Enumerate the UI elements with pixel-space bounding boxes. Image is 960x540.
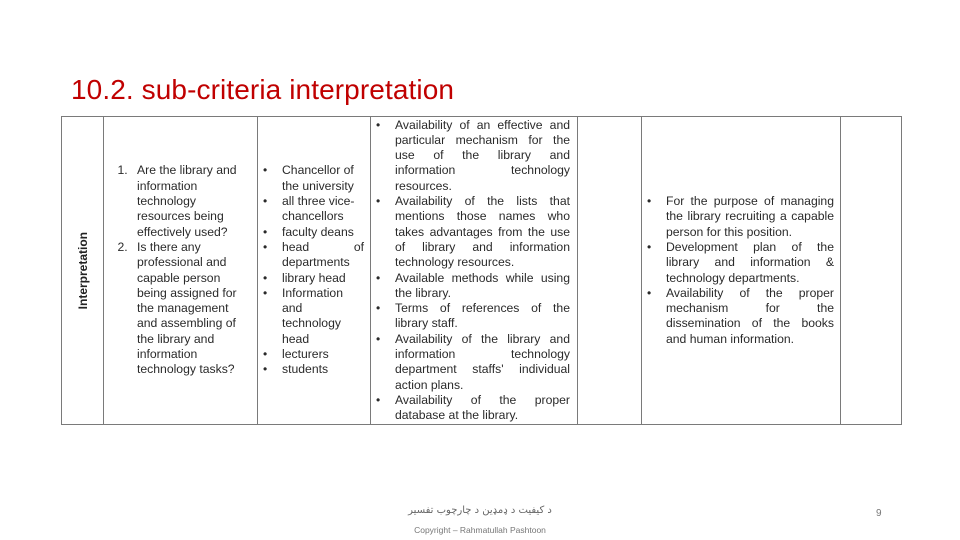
list-item: • Availability of the library and information technology department staffs' individual action plans. (395, 332, 570, 393)
indicators-cell (371, 117, 578, 425)
list-item: • For the purpose of managing the library recruiting a capable person for this position. (666, 194, 834, 240)
list-item: 2. Is there any professional and capable person being assigned for the management and assembling of the library and information technology tasks? (131, 240, 243, 378)
list-item: • Availability of the lists that mentions those names who takes advantages from the use of library and information technology resources. (395, 194, 570, 270)
empty-cell (578, 117, 642, 425)
row-label: Interpretation (75, 231, 90, 310)
empty-cell (841, 117, 902, 425)
row-label-cell (62, 117, 104, 425)
list-item: • Terms of references of the library staff. (395, 301, 570, 332)
list-item: • lecturers (282, 347, 364, 362)
list-item: 1. Are the library and information technology resources being effectively used? (131, 163, 243, 239)
list-item: • head of departments (282, 240, 364, 271)
respondents-list (258, 163, 370, 377)
list-item: • Availability of the proper database at the library. (395, 393, 570, 424)
standards-list (642, 194, 840, 347)
list-item: • Availability of an effective and particular mechanism for the use of the library and information technology resources. (395, 118, 570, 194)
indicators-list (371, 118, 577, 424)
table-row (62, 117, 902, 425)
page-number: 9 (876, 508, 882, 519)
list-item: • Development plan of the library and information & technology departments. (666, 240, 834, 286)
criteria-table (61, 116, 902, 425)
list-item: • all three vice-chancellors (282, 194, 364, 225)
footer-caption: د کیفیت د ډمډین د چارچوب تفسیر (408, 505, 552, 516)
questions-list (104, 163, 257, 377)
criteria-table-container (61, 116, 899, 425)
list-item: • Information and technology head (282, 286, 364, 347)
standards-cell (642, 117, 841, 425)
list-item: • Availability of the proper mechanism for the dissemination of the books and human information. (666, 286, 834, 347)
list-item: • faculty deans (282, 225, 364, 240)
list-item: • Chancellor of the university (282, 163, 364, 194)
footer-copyright: Copyright – Rahmatullah Pashtoon (414, 525, 546, 535)
questions-cell (104, 117, 258, 425)
list-item: • library head (282, 271, 364, 286)
slide-title: 10.2. sub-criteria interpretation (71, 74, 455, 105)
respondents-cell (258, 117, 371, 425)
list-item: • students (282, 362, 364, 377)
list-item: • Available methods while using the library. (395, 271, 570, 302)
